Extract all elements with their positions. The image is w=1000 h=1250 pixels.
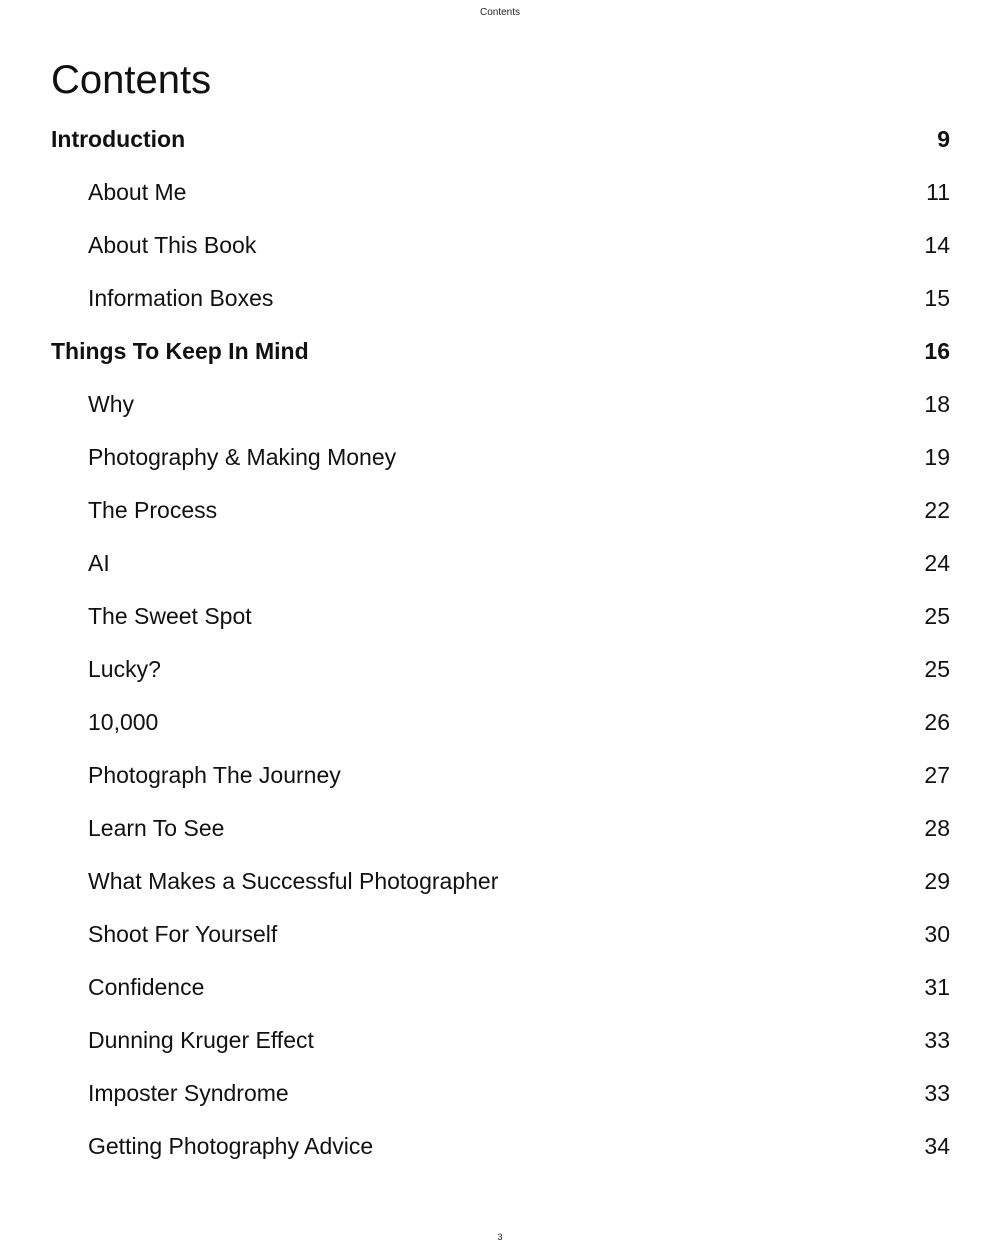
toc-section[interactable] xyxy=(51,272,950,325)
toc-entry-label: Imposter Syndrome xyxy=(88,1080,289,1106)
toc-entry-label: Lucky? xyxy=(88,656,161,682)
toc-entry-page-number: 15 xyxy=(924,285,950,311)
toc-entry-page-number: 34 xyxy=(924,1133,950,1159)
toc-section[interactable] xyxy=(51,166,950,219)
toc-entry-page-number: 11 xyxy=(926,179,950,205)
toc-section[interactable] xyxy=(51,749,950,802)
toc-entry-label: The Process xyxy=(88,497,218,523)
toc-entry-page-number: 14 xyxy=(924,232,950,258)
toc-entry-label: Photography & Making Money xyxy=(88,444,397,470)
toc-section[interactable] xyxy=(51,590,950,643)
toc-section[interactable] xyxy=(51,219,950,272)
toc-entry-label: What Makes a Successful Photographer xyxy=(88,868,499,894)
toc-section[interactable] xyxy=(51,908,950,961)
toc-entry-label: Things To Keep In Mind xyxy=(51,338,309,364)
toc-section[interactable] xyxy=(51,802,950,855)
toc-section[interactable] xyxy=(51,537,950,590)
toc-entry-label: Information Boxes xyxy=(88,285,274,311)
toc-entry-label: 10,000 xyxy=(88,709,159,735)
page-number: 3 xyxy=(497,1232,503,1242)
toc-entry-page-number: 9 xyxy=(937,126,950,152)
toc-section[interactable] xyxy=(51,643,950,696)
toc-entry-page-number: 16 xyxy=(924,338,950,364)
table-of-contents xyxy=(51,113,950,1173)
toc-entry-page-number: 33 xyxy=(924,1027,950,1053)
toc-entry-page-number: 33 xyxy=(924,1080,950,1106)
toc-entry-label: The Sweet Spot xyxy=(88,603,252,629)
toc-section[interactable] xyxy=(51,961,950,1014)
toc-entry-page-number: 28 xyxy=(924,815,950,841)
page-title: Contents xyxy=(51,58,212,102)
toc-chapter[interactable] xyxy=(51,113,950,166)
toc-section[interactable] xyxy=(51,484,950,537)
toc-entry-page-number: 29 xyxy=(924,868,950,894)
toc-entry-page-number: 22 xyxy=(924,497,950,523)
toc-entry-label: AI xyxy=(88,550,110,576)
toc-entry-page-number: 31 xyxy=(924,974,950,1000)
toc-entry-page-number: 26 xyxy=(924,709,950,735)
toc-section[interactable] xyxy=(51,696,950,749)
toc-section[interactable] xyxy=(51,431,950,484)
toc-entry-label: About This Book xyxy=(88,232,257,258)
toc-entry-page-number: 18 xyxy=(924,391,950,417)
toc-section[interactable] xyxy=(51,378,950,431)
toc-entry-label: Confidence xyxy=(88,974,205,1000)
toc-section[interactable] xyxy=(51,855,950,908)
toc-entry-label: Photograph The Journey xyxy=(88,762,341,788)
toc-entry-label: Learn To See xyxy=(88,815,225,841)
toc-entry-page-number: 24 xyxy=(924,550,950,576)
toc-entry-label: Why xyxy=(88,391,134,417)
toc-section[interactable] xyxy=(51,1120,950,1173)
toc-entry-page-number: 27 xyxy=(924,762,950,788)
toc-section[interactable] xyxy=(51,1067,950,1120)
toc-chapter[interactable] xyxy=(51,325,950,378)
toc-entry-label: Dunning Kruger Effect xyxy=(88,1027,314,1053)
toc-entry-page-number: 25 xyxy=(924,656,950,682)
toc-entry-label: Introduction xyxy=(51,126,186,152)
toc-section[interactable] xyxy=(51,1014,950,1067)
toc-entry-label: About Me xyxy=(88,179,187,205)
running-header: Contents xyxy=(479,7,521,18)
toc-entry-page-number: 25 xyxy=(924,603,950,629)
toc-entry-page-number: 19 xyxy=(924,444,950,470)
toc-entry-label: Getting Photography Advice xyxy=(88,1133,374,1159)
toc-entry-page-number: 30 xyxy=(924,921,950,947)
toc-entry-label: Shoot For Yourself xyxy=(88,921,278,947)
